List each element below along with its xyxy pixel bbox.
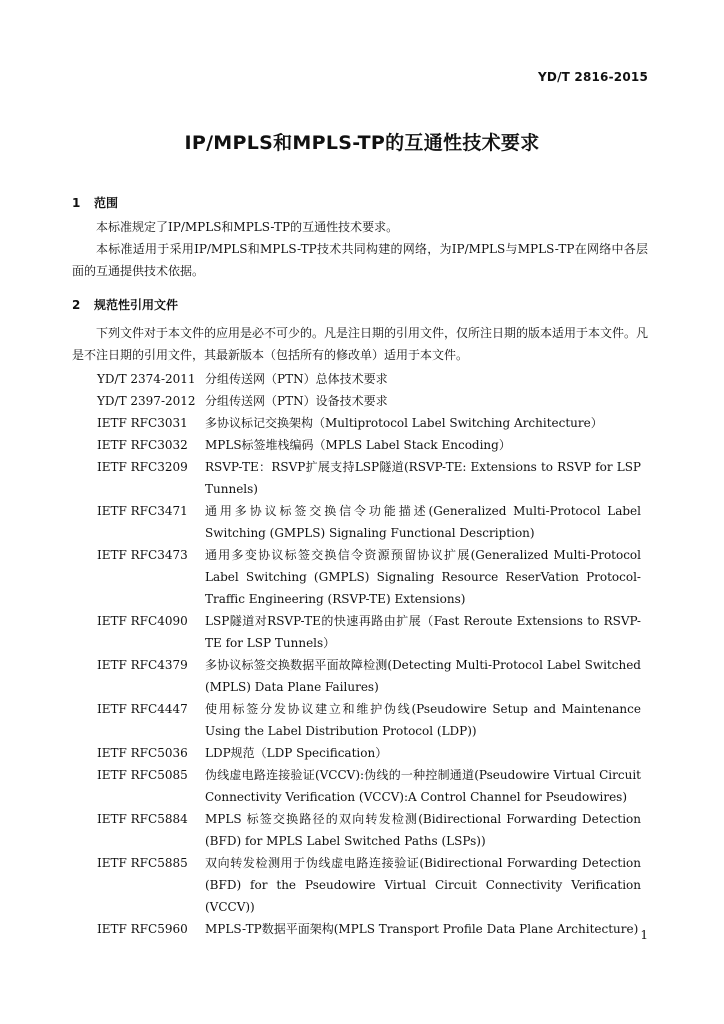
section-number: 2 (72, 298, 81, 312)
reference-item (97, 742, 641, 764)
standard-code: YD/T 2816-2015 (538, 70, 648, 84)
reference-title: 多协议标签交换数据平面故障检测(Detecting Multi-Protocol Label Switched (MPLS) Data Plane Failures) (205, 658, 641, 694)
scope-paragraph: 本标准规定了IP/MPLS和MPLS-TP的互通性技术要求。 (96, 220, 399, 234)
reference-code: YD/T 2374-2011 (97, 372, 196, 386)
reference-item (97, 808, 641, 852)
reference-code: IETF RFC5960 (97, 922, 188, 936)
reference-item (97, 852, 641, 918)
reference-item (97, 610, 641, 654)
scope-paragraph: 本标准适用于采用IP/MPLS和MPLS-TP技术共同构建的网络，为IP/MPLS与MPLS-TP在网络中各层面的互通提供技术依据。 (72, 242, 648, 278)
section-title: 规范性引用文件 (94, 298, 179, 312)
reference-code: IETF RFC3473 (97, 548, 188, 562)
reference-title: 分组传送网（PTN）总体技术要求 (205, 372, 388, 386)
reference-item (97, 764, 641, 808)
page-number: 1 (640, 928, 648, 942)
reference-item (97, 500, 641, 544)
reference-title: MPLS标签堆栈编码（MPLS Label Stack Encoding） (205, 438, 511, 452)
reference-item (97, 434, 641, 456)
reference-title: 通用多变协议标签交换信令资源预留协议扩展(Generalized Multi-Protocol Label Switching (GMPLS) Signaling Resource ReserVation Protocol-Traffic Engineering (RSVP-TE) Extensions) (205, 548, 641, 606)
section-heading-normative-references (72, 296, 178, 313)
reference-code: IETF RFC3031 (97, 416, 188, 430)
reference-code: IETF RFC4090 (97, 614, 188, 628)
reference-code: IETF RFC4379 (97, 658, 188, 672)
reference-item (97, 918, 641, 940)
reference-title: MPLS 标签交换路径的双向转发检测(Bidirectional Forwarding Detection (BFD) for MPLS Label Switched Paths (LSPs)) (205, 812, 641, 848)
reference-title: RSVP-TE：RSVP扩展支持LSP隧道(RSVP-TE: Extensions to RSVP for LSP Tunnels) (205, 460, 641, 496)
reference-title: MPLS-TP数据平面架构(MPLS Transport Profile Data Plane Architecture) (205, 922, 639, 936)
reference-title: LDP规范（LDP Specification） (205, 746, 388, 760)
reference-title: 双向转发检测用于伪线虚电路连接验证(Bidirectional Forwarding Detection (BFD) for the Pseudowire Virtual Circuit Connectivity Verification (VCCV)) (205, 856, 641, 914)
reference-item (97, 654, 641, 698)
reference-item (97, 390, 641, 412)
reference-title: 伪线虚电路连接验证(VCCV):伪线的一种控制通道(Pseudowire Virtual Circuit Connectivity Verification (VCCV):A Control Channel for Pseudowires) (205, 768, 641, 804)
reference-code: IETF RFC4447 (97, 702, 188, 716)
reference-code: IETF RFC5885 (97, 856, 188, 870)
references-intro-paragraph: 下列文件对于本文件的应用是必不可少的。凡是注日期的引用文件，仅所注日期的版本适用于本文件。凡是不注日期的引用文件，其最新版本（包括所有的修改单）适用于本文件。 (72, 326, 649, 362)
reference-item (97, 368, 641, 390)
section-title: 范围 (94, 196, 119, 210)
reference-item (97, 544, 641, 610)
document-title: IP/MPLS和MPLS-TP的互通性技术要求 (184, 132, 540, 154)
reference-code: IETF RFC3032 (97, 438, 188, 452)
reference-title: 多协议标记交换架构（Multiprotocol Label Switching Architecture） (205, 416, 603, 430)
reference-item (97, 412, 641, 434)
reference-code: IETF RFC3209 (97, 460, 188, 474)
section-number: 1 (72, 196, 81, 210)
reference-title: 分组传送网（PTN）设备技术要求 (205, 394, 388, 408)
reference-code: IETF RFC3471 (97, 504, 188, 518)
reference-title: 通用多协议标签交换信令功能描述(Generalized Multi-Protocol Label Switching (GMPLS) Signaling Functional Description) (205, 504, 641, 540)
reference-code: IETF RFC5085 (97, 768, 188, 782)
reference-item (97, 698, 641, 742)
reference-item (97, 456, 641, 500)
reference-code: IETF RFC5884 (97, 812, 188, 826)
reference-code: IETF RFC5036 (97, 746, 188, 760)
reference-title: LSP隧道对RSVP-TE的快速再路由扩展（Fast Reroute Extensions to RSVP-TE for LSP Tunnels） (205, 614, 641, 650)
reference-title: 使用标签分发协议建立和维护伪线(Pseudowire Setup and Maintenance Using the Label Distribution Protocol (LDP)) (205, 702, 641, 738)
section-heading-scope (72, 194, 118, 211)
reference-list (97, 368, 641, 940)
reference-code: YD/T 2397-2012 (97, 394, 196, 408)
